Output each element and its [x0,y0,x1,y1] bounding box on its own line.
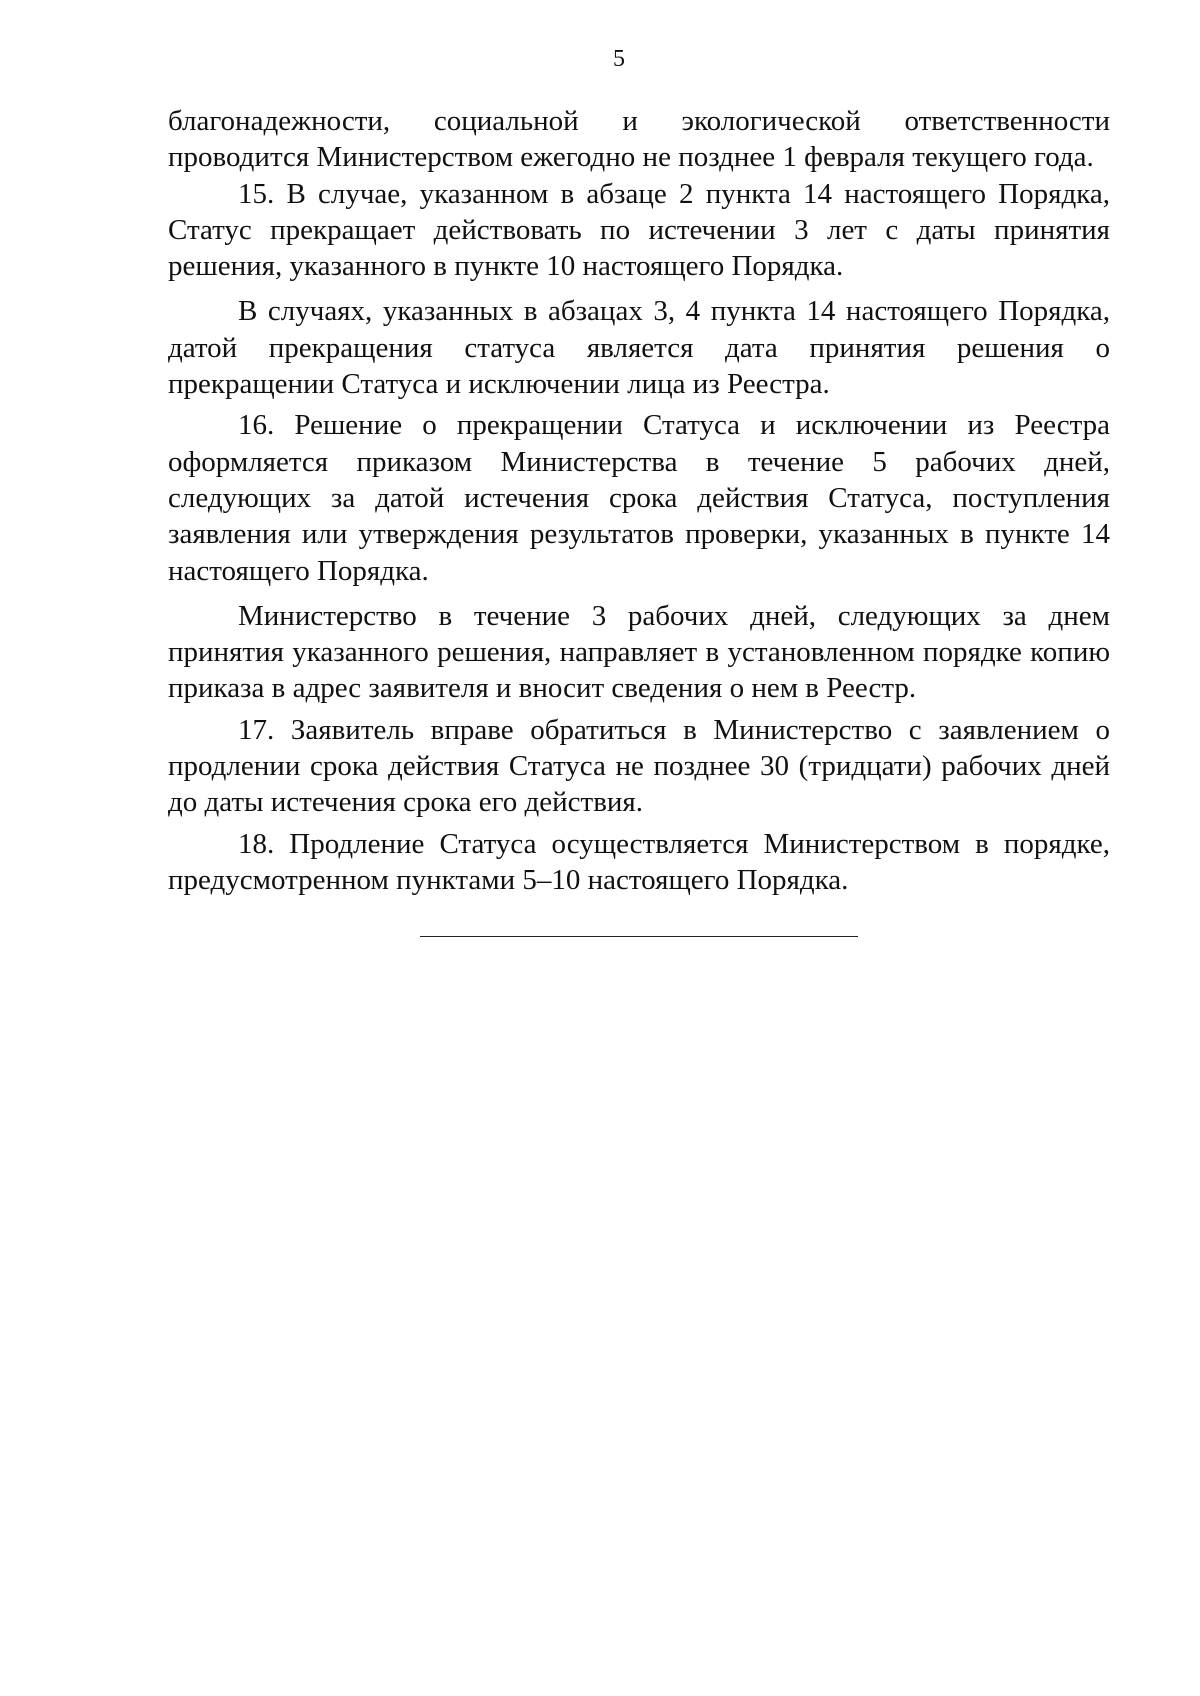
paragraph-item-17: 17. Заявитель вправе обратиться в Министерство с заявлением о продлении срока действия Статуса не позднее 30 (тридцати) рабочих дней до даты истечения срока его действия. [168,713,1110,819]
page-number: 5 [613,46,625,72]
paragraph-continuation: благонадежности, социальной и экологической ответственности проводится Министерством ежегодно не позднее 1 февраля текущего года. [168,105,1110,174]
paragraph-item-16: 16. Решение о прекращении Статуса и исключении из Реестра оформляется приказом Министерства в течение 5 рабочих дней, следующих за датой истечения срока действия Статуса, поступления заявления или утверждения результатов проверки, указанных в пункте 14 настоящего Порядка. [168,409,1110,587]
paragraph-item-15-cases: В случаях, указанных в абзацах 3, 4 пункта 14 настоящего Порядка, датой прекращения статуса является дата принятия решения о прекращении Статуса и исключении лица из Реестра. [168,295,1110,401]
paragraph-item-16-ministry: Министерство в течение 3 рабочих дней, следующих за днем принятия указанного решения, направляет в установленном порядке копию приказа в адрес заявителя и вносит сведения о нем в Реестр. [168,599,1110,705]
paragraph-item-15: 15. В случае, указанном в абзаце 2 пункта 14 настоящего Порядка, Статус прекращает действовать по истечении 3 лет с даты принятия решения, указанного в пункте 10 настоящего Порядка. [168,177,1110,283]
closing-divider [420,936,858,937]
paragraph-item-18: 18. Продление Статуса осуществляется Министерством в порядке, предусмотренном пунктами 5–10 настоящего Порядка. [168,827,1110,896]
document-body [168,103,1110,898]
